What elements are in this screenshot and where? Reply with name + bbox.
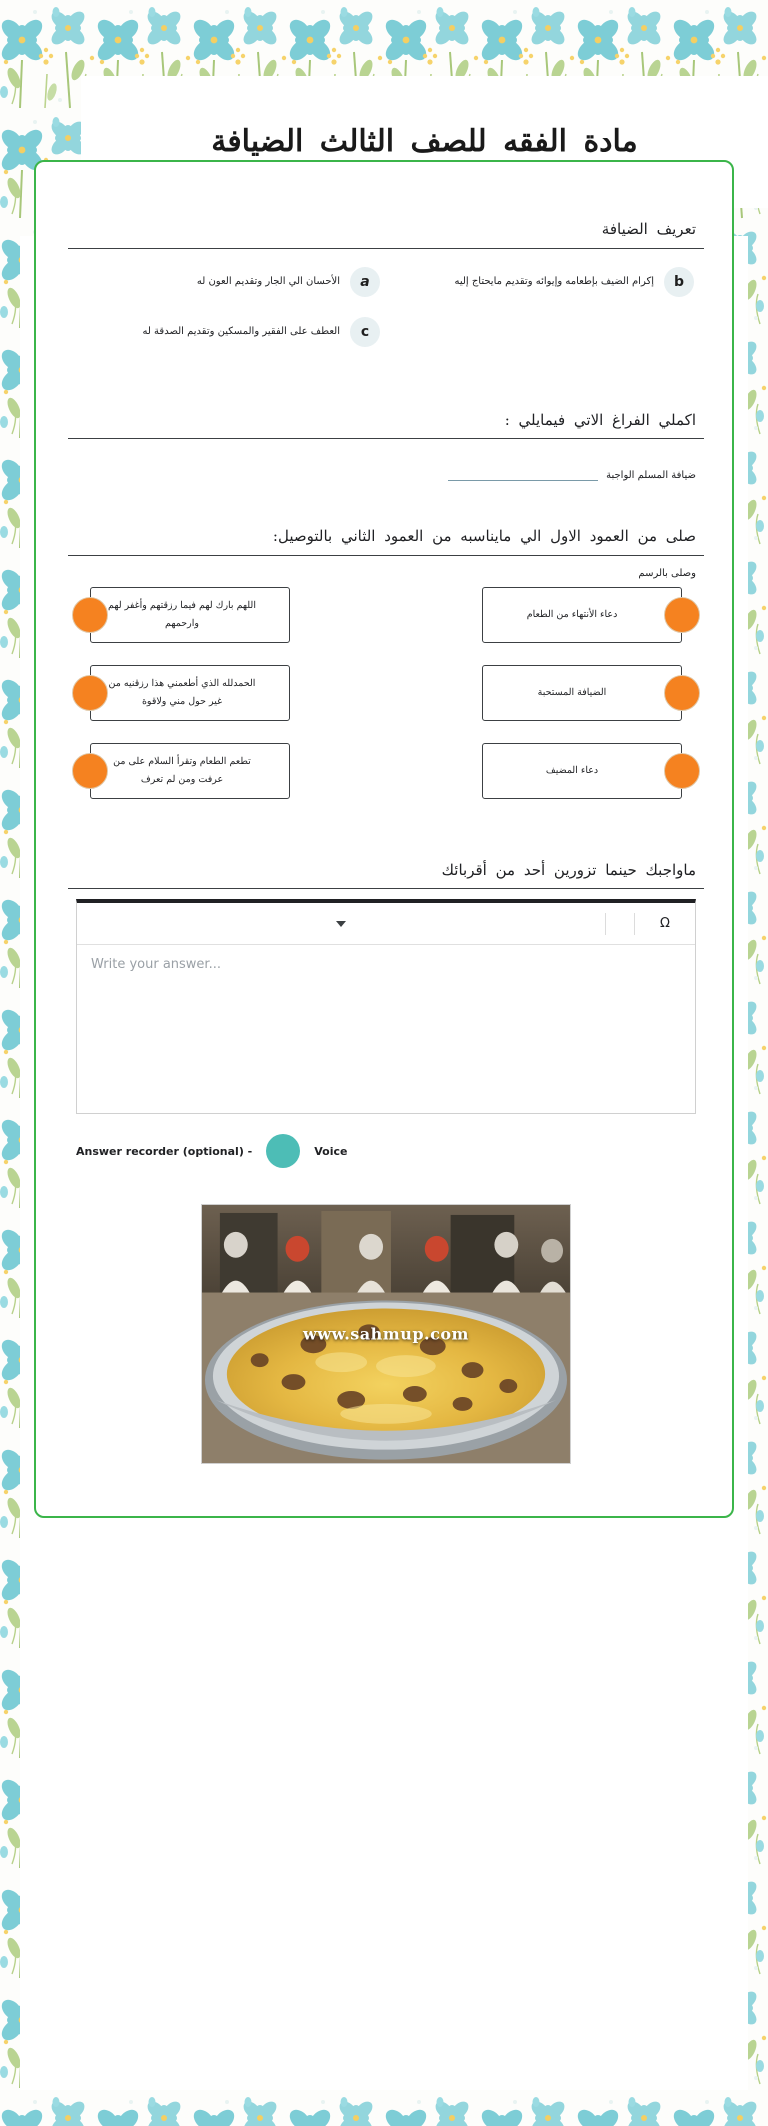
question-1 [68, 162, 704, 367]
question-2 [68, 367, 704, 482]
match-left-label-1: اللهم بارك لهم فيما رزقتهم وأغفر لهم وارحمهم [90, 587, 290, 643]
option-b[interactable] [386, 267, 700, 297]
question-4 [68, 821, 704, 1169]
editor-toolbar [77, 903, 695, 945]
option-c-text: العطف على الفقير والمسكين وتقديم الصدقة له [142, 326, 340, 337]
option-a-text: الأحسان الي الجار وتقديم العون له [196, 276, 340, 287]
answer-textarea[interactable]: Write your answer... [91, 957, 221, 972]
match-left-label-3: تطعم الطعام وتقرأ السلام على من عرفت ومن لم تعرف [90, 743, 290, 799]
match-connector-dot[interactable] [664, 597, 700, 633]
option-b-text: إكرام الضيف بإطعامه وإيوائه وتقديم مايحتاج إليه [454, 276, 654, 287]
question-3 [68, 481, 704, 821]
form-card [34, 160, 734, 1518]
question-1-divider [68, 248, 704, 249]
question-3-divider [68, 555, 704, 556]
match-item[interactable] [90, 665, 290, 721]
matching-columns [68, 583, 704, 821]
match-connector-dot[interactable] [72, 597, 108, 633]
question-2-label: ضيافة المسلم الواجبة [606, 470, 696, 481]
answer-editor [76, 899, 696, 1114]
match-right-label-3: دعاء المضيف [482, 743, 682, 799]
match-item[interactable] [90, 743, 290, 799]
photo-watermark: www.sahmup.com [303, 1324, 469, 1344]
page-title: مادة الفقه للصف الثالث الضيافة [211, 124, 638, 160]
question-4-title: ماواجبك حينما تزورين أحد من أقربائك [441, 860, 696, 879]
option-a[interactable] [72, 267, 386, 297]
editor-dropdown-button[interactable] [77, 903, 605, 944]
option-c[interactable] [72, 317, 386, 347]
dish-photo [201, 1204, 571, 1464]
question-3-title: صلى من العمود الاول الي مايناسبه من العمود الثاني بالتوصيل: [272, 527, 696, 545]
chevron-down-icon [336, 921, 346, 927]
match-item[interactable] [482, 587, 682, 643]
option-a-badge: a [350, 267, 380, 297]
match-connector-dot[interactable] [72, 753, 108, 789]
matching-right-column [482, 587, 682, 821]
question-1-options [68, 253, 704, 367]
question-2-blank-input[interactable] [448, 461, 598, 481]
match-item[interactable] [482, 743, 682, 799]
match-connector-dot[interactable] [664, 753, 700, 789]
record-button[interactable] [266, 1134, 300, 1168]
special-character-button[interactable]: Ω [660, 916, 670, 931]
photo-section [50, 1168, 722, 1464]
question-4-divider [68, 888, 704, 889]
option-c-badge: c [350, 317, 380, 347]
question-3-note: وصلى بالرسم [638, 567, 696, 579]
toolbar-divider [605, 913, 606, 935]
question-2-title: اكملي الفراغ الاتي فيمايلي : [504, 410, 696, 429]
option-b-badge: b [664, 267, 694, 297]
match-connector-dot[interactable] [664, 675, 700, 711]
match-right-label-2: الضيافة المستحبة [482, 665, 682, 721]
question-1-title: تعريف الضيافة [601, 220, 696, 238]
answer-recorder-label: Answer recorder (optional) - [76, 1144, 253, 1158]
answer-recorder-row [68, 1114, 704, 1168]
match-item[interactable] [482, 665, 682, 721]
voice-label: Voice [314, 1144, 348, 1158]
question-2-answer-row [68, 443, 704, 481]
question-2-divider [68, 438, 704, 439]
match-left-label-2: الحمدلله الذي أطعمني هذا رزقنيه من غير حول مني ولاقوة [90, 665, 290, 721]
match-right-label-1: دعاء الأنتهاء من الطعام [482, 587, 682, 643]
match-item[interactable] [90, 587, 290, 643]
matching-left-column [90, 587, 290, 821]
match-connector-dot[interactable] [72, 675, 108, 711]
